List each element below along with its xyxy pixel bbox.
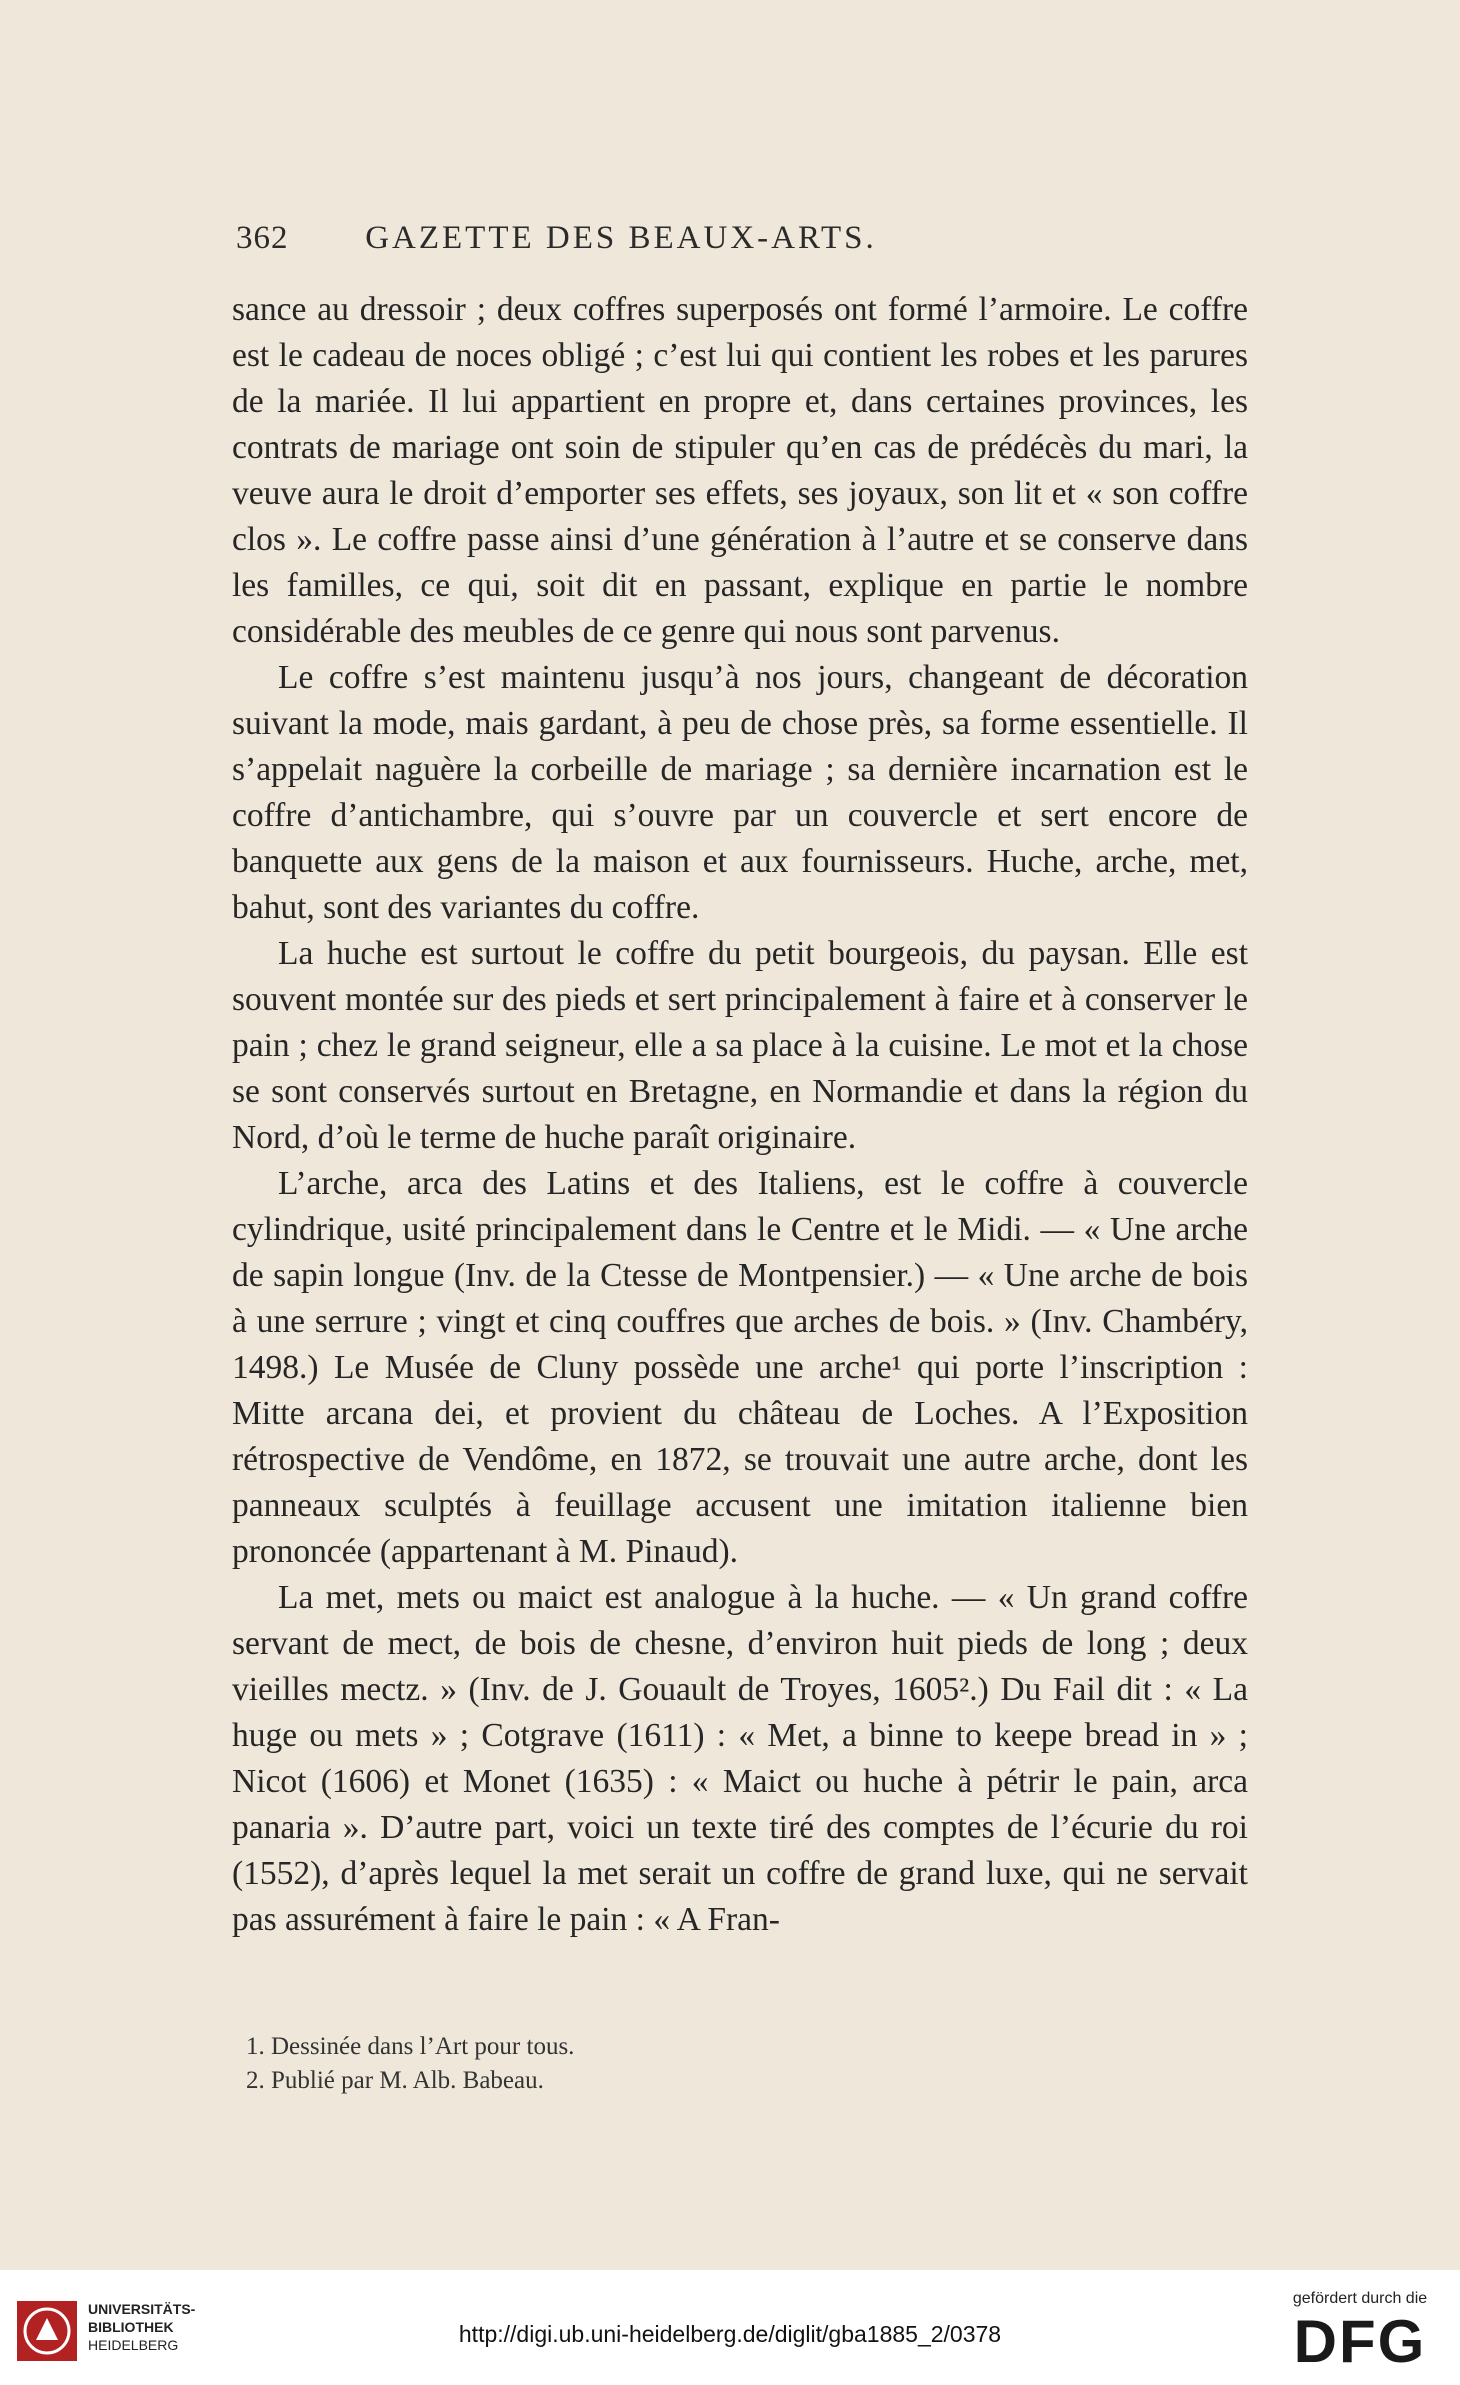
paragraph-4: L’arche, arca des Latins et des Italiens, est le coffre à couvercle cylindrique, usité principalement dans le Centre et le Midi. — « Une arche de sapin longue (Inv. de la Ctesse de Montpensier.) — « Une arche de bois à une serrure ; vingt et cinq couffres que arches de bois. » (Inv. Chambéry, 1498.) Le Musée de Cluny possède une arche¹ qui porte l’inscription : Mitte arcana dei, et provient du château de Loches. A l’Exposition rétrospective de Vendôme, en 1872, se trouvait une autre arche, dont les panneaux sculptés à feuillage accusent une imitation italienne bien prononcée (appartenant à M. Pinaud). — [232, 1165, 1248, 1570]
library-name-line-2: BIBLIOTHEK — [88, 2319, 174, 2335]
page-number: 362 — [236, 220, 289, 256]
running-title: GAZETTE DES BEAUX-ARTS. — [365, 220, 877, 256]
paragraph-1: sance au dressoir ; deux coffres superposés ont formé l’armoire. Le coffre est le cadeau de noces obligé ; c’est lui qui contient les robes et les parures de la mariée. Il lui appartient en propre et, dans certaines provinces, les contrats de mariage ont soin de stipuler qu’en cas de prédécès du mari, la veuve aura le droit d’emporter ses effets, ses joyaux, son lit et « son coffre clos ». Le coffre passe ainsi d’une génération à l’autre et se conserve dans les familles, ce qui, soit dit en passant, explique en partie le nombre considérable des meubles de ce genre qui nous sont parvenus. — [232, 291, 1248, 650]
digitization-footer — [0, 2270, 1460, 2385]
page-header — [236, 220, 1006, 264]
dfg-logo: DFG — [1293, 2308, 1427, 2375]
footnotes — [246, 2030, 1146, 2098]
library-name-line-1: UNIVERSITÄTS- — [88, 2301, 196, 2317]
permalink-url[interactable]: http://digi.ub.uni-heidelberg.de/diglit/gba1885_2/0378 — [458, 2321, 1002, 2347]
footnote-2: 2. Publié par M. Alb. Babeau. — [246, 2067, 544, 2094]
body-text — [232, 287, 1248, 1943]
paragraph-3: La huche est surtout le coffre du petit bourgeois, du paysan. Elle est souvent montée sur des pieds et sert principalement à faire et à conserver le pain ; chez le grand seigneur, elle a sa place à la cuisine. Le mot et la chose se sont conservés surtout en Bretagne, en Normandie et dans la région du Nord, d’où le terme de huche paraît originaire. — [232, 935, 1248, 1156]
footnote-1: 1. Dessinée dans l’Art pour tous. — [246, 2033, 575, 2060]
paragraph-2: Le coffre s’est maintenu jusqu’à nos jours, changeant de décoration suivant la mode, mais gardant, à peu de chose près, sa forme essentielle. Il s’appelait naguère la corbeille de mariage ; sa dernière incarnation est le coffre d’antichambre, qui s’ouvre par un couvercle et sert encore de banquette aux gens de la maison et aux fournisseurs. Huche, arche, met, bahut, sont des variantes du coffre. — [232, 659, 1248, 926]
funding-text: gefördert durch die — [1292, 2290, 1428, 2307]
funding-notice — [1280, 2290, 1440, 2375]
paragraph-5: La met, mets ou maict est analogue à la huche. — « Un grand coffre servant de mect, de bois de chesne, d’environ huit pieds de long ; deux vieilles mectz. » (Inv. de J. Gouault de Troyes, 1605².) Du Fail dit : « La huge ou mets » ; Cotgrave (1611) : « Met, a binne to keepe bread in » ; Nicot (1606) et Monet (1635) : « Maict ou huche à pétrir le pain, arca panaria ». D’autre part, voici un texte tiré des comptes de l’écurie du roi (1552), d’après lequel la met serait un coffre de grand luxe, qui ne servait pas assurément à faire le pain : « A Fran- — [232, 1579, 1248, 1938]
library-name-line-3: HEIDELBERG — [88, 2337, 179, 2353]
